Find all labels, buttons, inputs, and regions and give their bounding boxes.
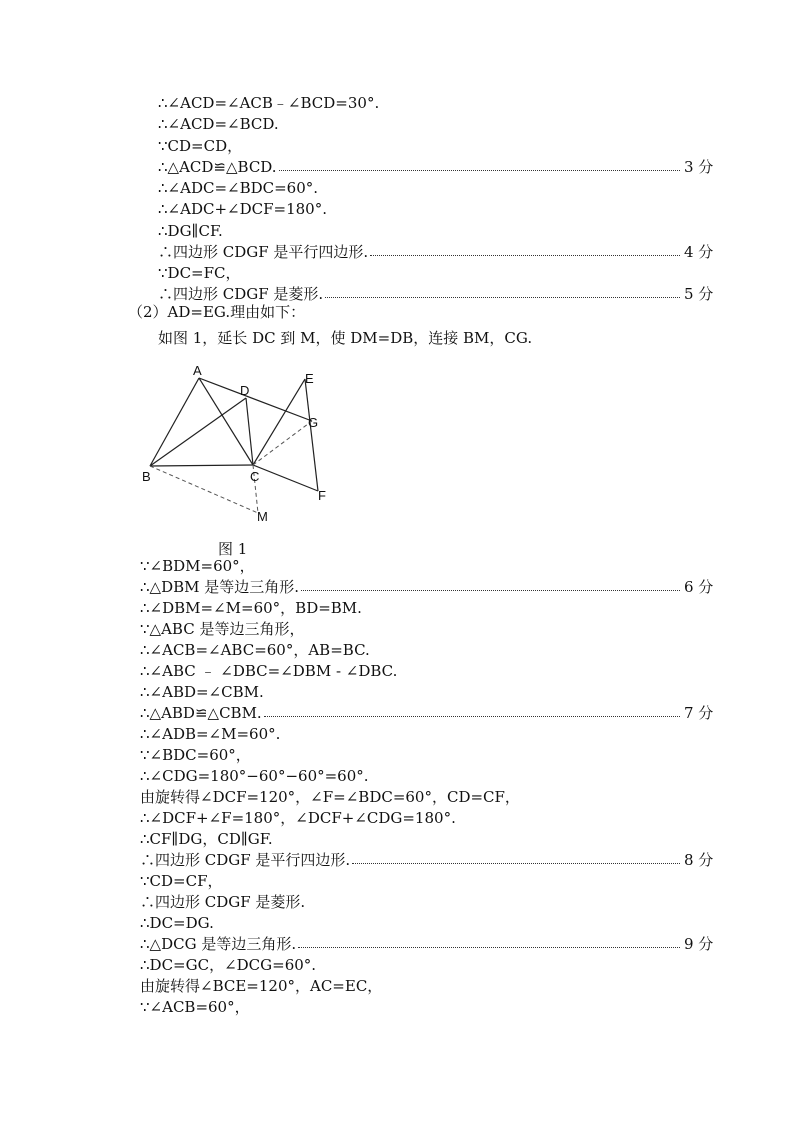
solution-line [0, 808, 800, 829]
solution-line [0, 766, 800, 787]
solution-line-text: ∴四边形 CDGF 是平行四边形. [158, 242, 369, 261]
solution-line-text: 由旋转得∠BCE=120°，AC=EC， [140, 977, 383, 995]
solution-line-text: ∴△ACD≌△BCD. [158, 157, 277, 176]
solution-line-text: ∴∠ADC=∠BDC=60°. [158, 179, 319, 197]
solution-line-text: ∴DG∥CF. [158, 221, 223, 240]
leader-dots [301, 590, 680, 591]
solution-line [0, 598, 800, 619]
solution-line [0, 997, 800, 1018]
solution-line-text: ∵∠BDM=60°， [140, 557, 255, 575]
leader-dots [352, 863, 680, 864]
solution-line [0, 93, 800, 114]
solution-line-text: ∵∠ACB=60°， [140, 998, 250, 1016]
solution-line [0, 619, 800, 640]
score-mark: 5 分 [684, 285, 714, 304]
solution-line [0, 199, 800, 220]
leader-dots [325, 297, 680, 298]
part2-intro-line [0, 328, 800, 349]
solution-line [0, 871, 800, 892]
solution-line-text: ∴DC=GC，∠DCG=60°. [140, 956, 317, 974]
point-label-b: B [142, 469, 151, 484]
solution-line-text: ∴∠DBM=∠M=60°，BD=BM. [140, 599, 362, 617]
figure-caption: 图 1 [218, 540, 248, 558]
solution-line-text: ∵CD=CF， [140, 872, 223, 890]
solution-line [0, 242, 800, 263]
point-label-m: M [257, 509, 268, 524]
leader-dots [298, 947, 680, 948]
solution-line [0, 934, 800, 955]
solution-line-text: ∴∠ADC+∠DCF=180°. [158, 200, 327, 219]
solution-line-text: ∵CD=CD， [158, 136, 243, 155]
solution-line-text: ∴四边形 CDGF 是平行四边形. [140, 851, 351, 869]
leader-dots [264, 716, 680, 717]
solution-line [0, 221, 800, 242]
part2-intro: 如图 1，延长 DC 到 M，使 DM=DB，连接 BM，CG. [158, 329, 533, 347]
solution-line [0, 157, 800, 178]
solution-line [0, 136, 800, 157]
leader-dots [370, 255, 680, 256]
point-label-g: G [308, 415, 319, 430]
solution-line-text: ∴CF∥DG，CD∥GF. [140, 830, 273, 848]
solution-line-text: 由旋转得∠DCF=120°，∠F=∠BDC=60°，CD=CF， [140, 788, 520, 806]
solution-line-text: ∴∠ACB=∠ABC=60°，AB=BC. [140, 641, 370, 659]
solution-line [0, 703, 800, 724]
solution-line [0, 263, 800, 284]
score-mark: 6 分 [684, 578, 714, 596]
solution-line [0, 976, 800, 997]
score-mark: 9 分 [684, 935, 714, 953]
solution-line-text: ∴△ABD≌△CBM. [140, 704, 262, 722]
solution-line-text: ∴∠ABD=∠CBM. [140, 683, 264, 701]
solution-line-text: ∴∠ACD=∠BCD. [158, 115, 279, 134]
solution-line-text: ∴∠CDG=180°−60°−60°=60°. [140, 767, 369, 785]
score-mark: 3 分 [684, 157, 714, 176]
point-label-d: D [240, 383, 250, 398]
solution-line-text: ∴∠DCF+∠F=180°，∠DCF+∠CDG=180°. [140, 809, 456, 827]
solution-line-text: ∴∠ADB=∠M=60°. [140, 725, 281, 743]
solution-line [0, 892, 800, 913]
solution-line-text: ∴四边形 CDGF 是菱形. [140, 893, 306, 911]
solution-line-text: ∵DC=FC， [158, 264, 241, 282]
solution-line [0, 661, 800, 682]
solution-line [0, 556, 800, 577]
solution-line-text: ∵△ABC 是等边三角形， [140, 620, 305, 638]
point-label-c: C [250, 469, 260, 484]
solution-line-text: ∵∠BDC=60°， [140, 746, 251, 764]
solution-line-text: ∴△DCG 是等边三角形. [140, 935, 297, 953]
solution-line [0, 577, 800, 598]
geometry-figure [140, 363, 340, 528]
leader-dots [279, 170, 680, 171]
solution-line [0, 682, 800, 703]
solution-line-text: ∴四边形 CDGF 是菱形. [158, 285, 324, 304]
part2-heading: （2）AD=EG.理由如下： [128, 303, 306, 321]
solution-line-text: ∴DC=DG. [140, 914, 214, 932]
solution-line-text: ∴∠ACD=∠ACB﹣∠BCD=30°. [158, 94, 380, 112]
solution-line [0, 745, 800, 766]
part2-heading-line [0, 302, 800, 323]
score-mark: 4 分 [684, 242, 714, 261]
solution-line [0, 955, 800, 976]
solution-line [0, 913, 800, 934]
solution-line [0, 787, 800, 808]
point-label-e: E [305, 371, 314, 386]
score-mark: 7 分 [684, 704, 714, 722]
solution-line-text: ∴∠ABC ﹣ ∠DBC=∠DBM - ∠DBC. [140, 662, 398, 680]
point-label-f: F [318, 488, 326, 503]
solution-line [0, 724, 800, 745]
score-mark: 8 分 [684, 851, 714, 869]
point-label-a: A [193, 363, 202, 378]
solution-line-text: ∴△DBM 是等边三角形. [140, 578, 300, 596]
solution-line [0, 850, 800, 871]
solution-line [0, 178, 800, 199]
solution-line [0, 640, 800, 661]
solution-line [0, 114, 800, 135]
solution-line [0, 829, 800, 850]
